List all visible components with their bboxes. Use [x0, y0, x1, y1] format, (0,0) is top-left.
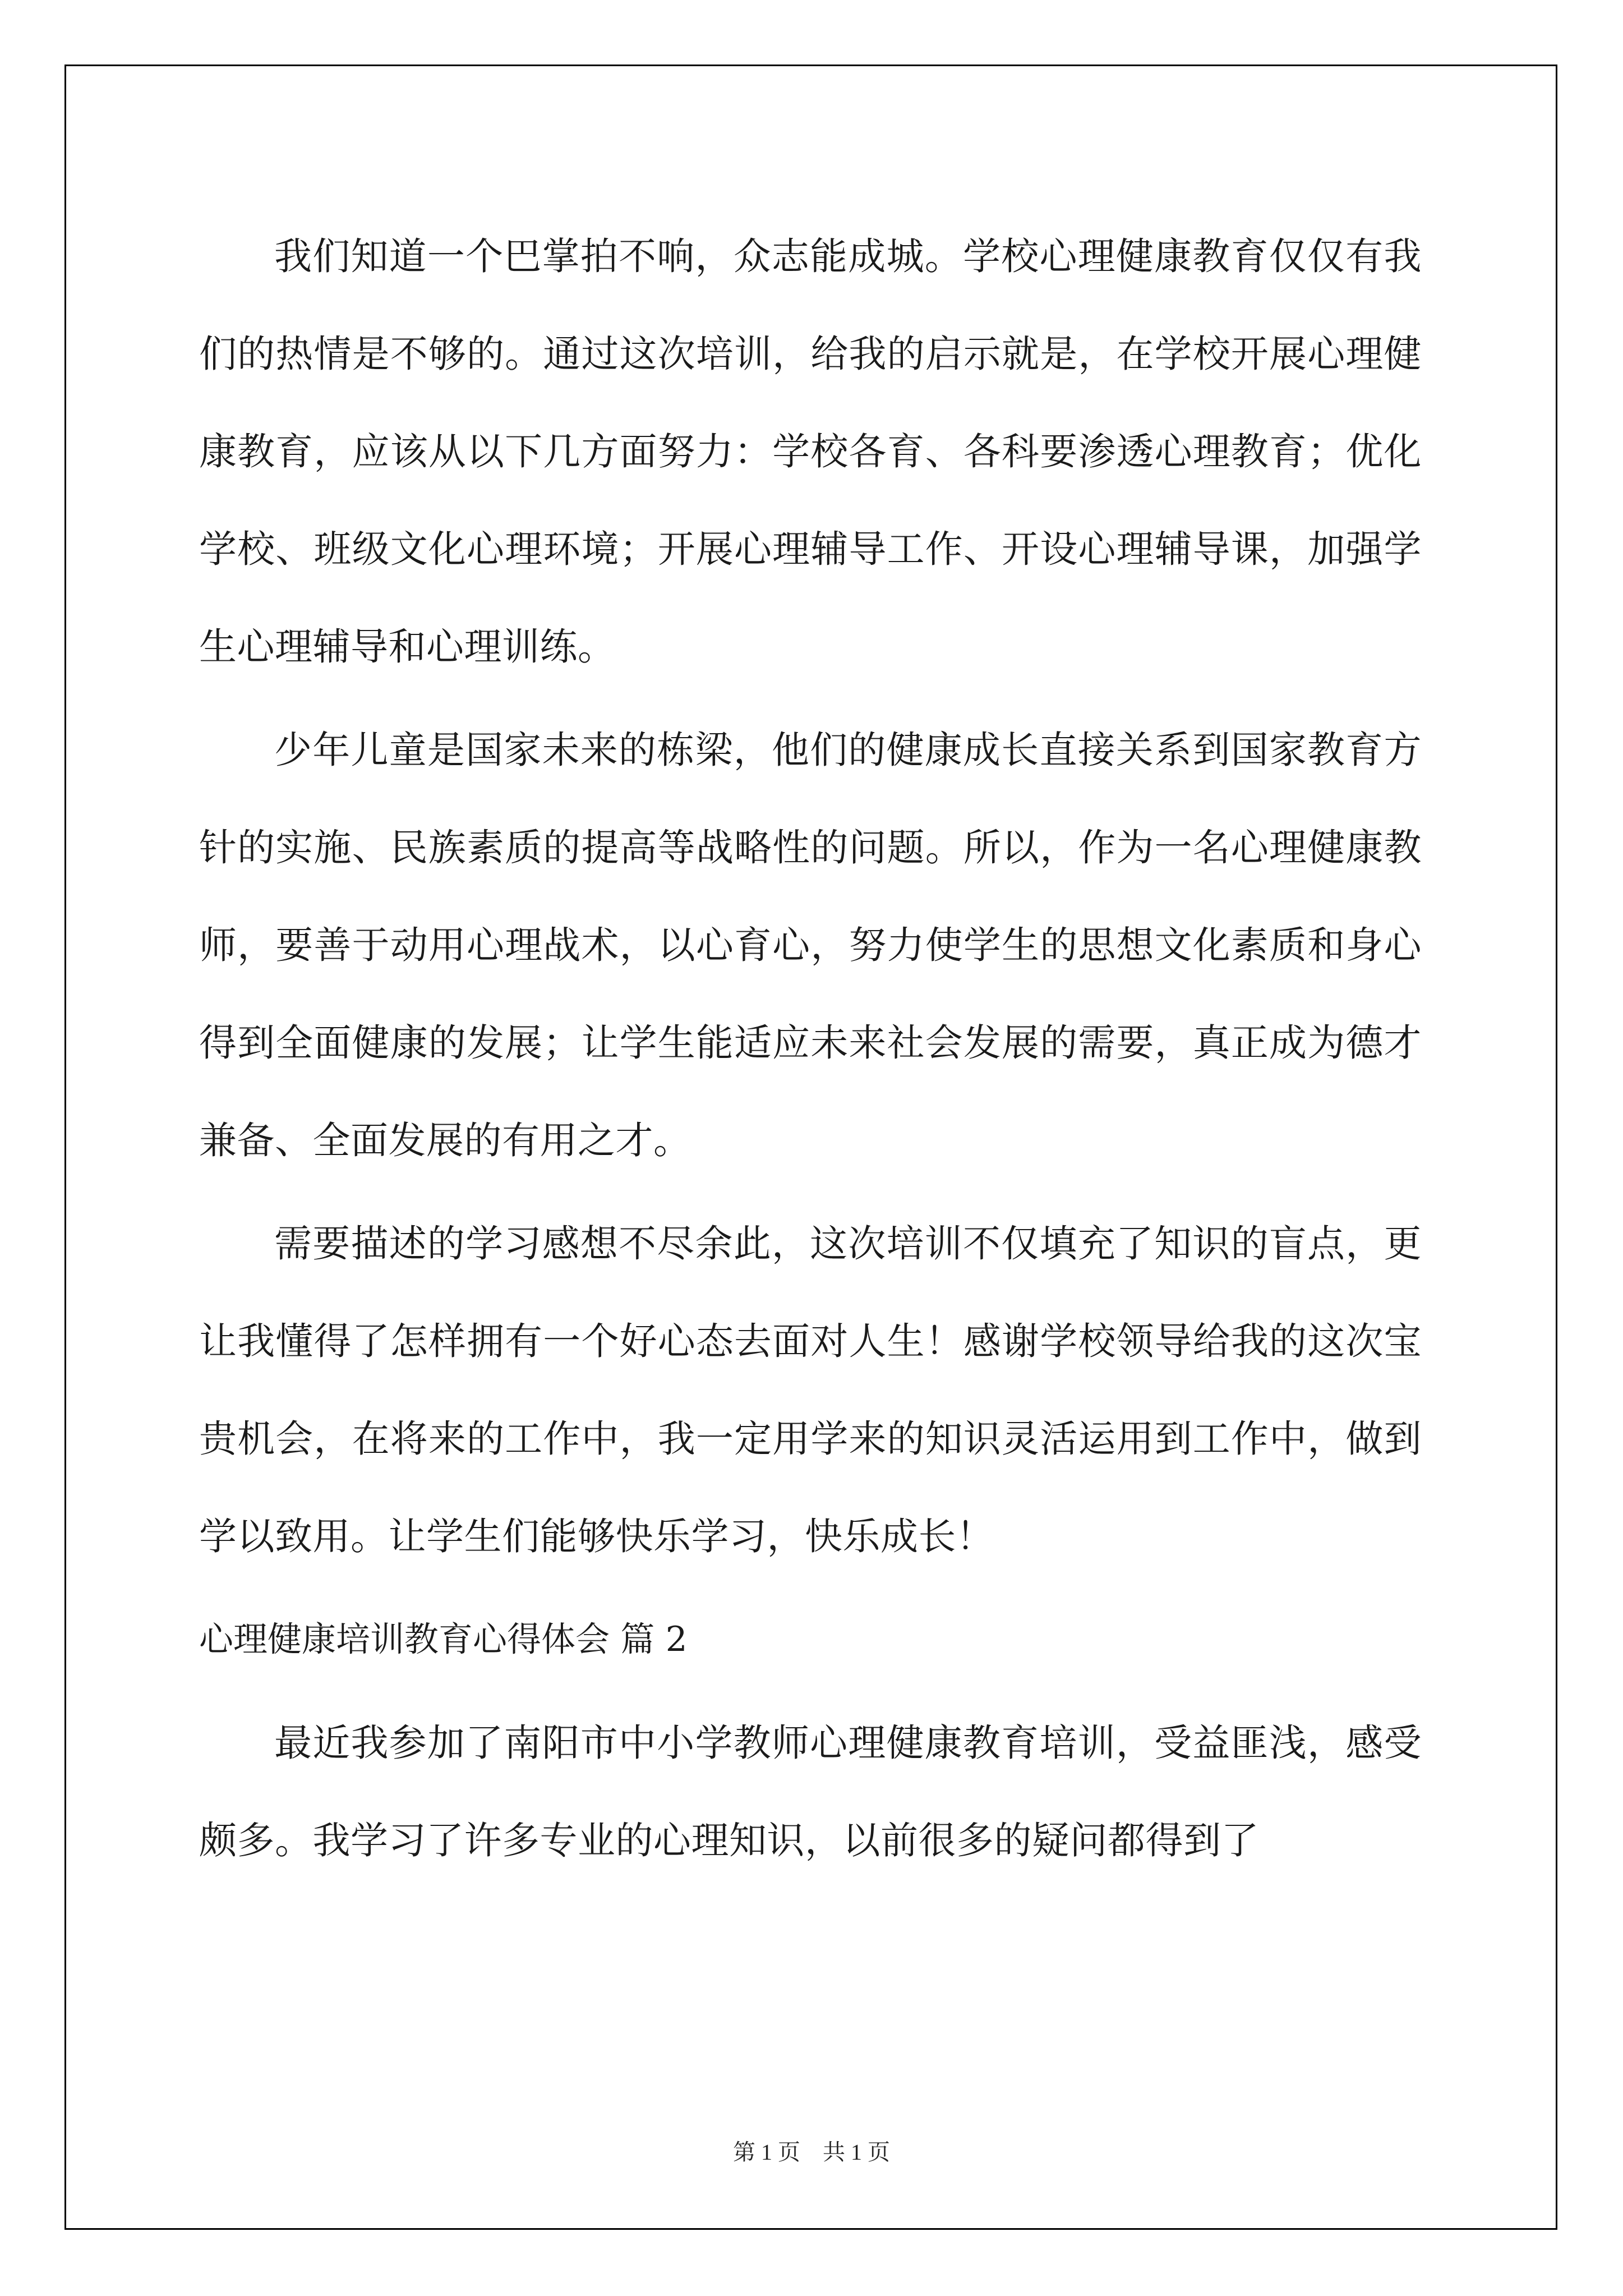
- page-number-footer: 第 1 页 共 1 页: [733, 2139, 890, 2165]
- paragraph-1: 我们知道一个巴掌拍不响，众志能成城。学校心理健康教育仅仅有我们的热情是不够的。通过这次培训，给我的启示就是，在学校开展心理健康教育，应该从以下几方面努力：学校各育、各科要渗透心理教育；优化学校、班级文化心理环境；开展心理辅导工作、开设心理辅导课，加强学生心理辅导和心理训练。: [199, 234, 1422, 669]
- paragraph-3: 需要描述的学习感想不尽余此，这次培训不仅填充了知识的盲点，更让我懂得了怎样拥有一个好心态去面对人生！感谢学校领导给我的这次宝贵机会，在将来的工作中，我一定用学来的知识灵活运用到工作中，做到学以致用。让学生们能够快乐学习，快乐成长！: [199, 1222, 1422, 1558]
- document-body: [199, 208, 1422, 1895]
- section-heading: 心理健康培训教育心得体会 篇 2: [199, 1619, 688, 1659]
- section-paragraph-1: 最近我参加了南阳市中小学教师心理健康教育培训，受益匪浅，感受颇多。我学习了许多专业的心理知识，以前很多的疑问都得到了: [199, 1721, 1422, 1862]
- paragraph-2: 少年儿童是国家未来的栋梁，他们的健康成长直接关系到国家教育方针的实施、民族素质的提高等战略性的问题。所以，作为一名心理健康教师，要善于动用心理战术，以心育心，努力使学生的思想文化素质和身心得到全面健康的发展；让学生能适应未来社会发展的需要，真正成为德才兼备、全面发展的有用之才。: [199, 728, 1422, 1162]
